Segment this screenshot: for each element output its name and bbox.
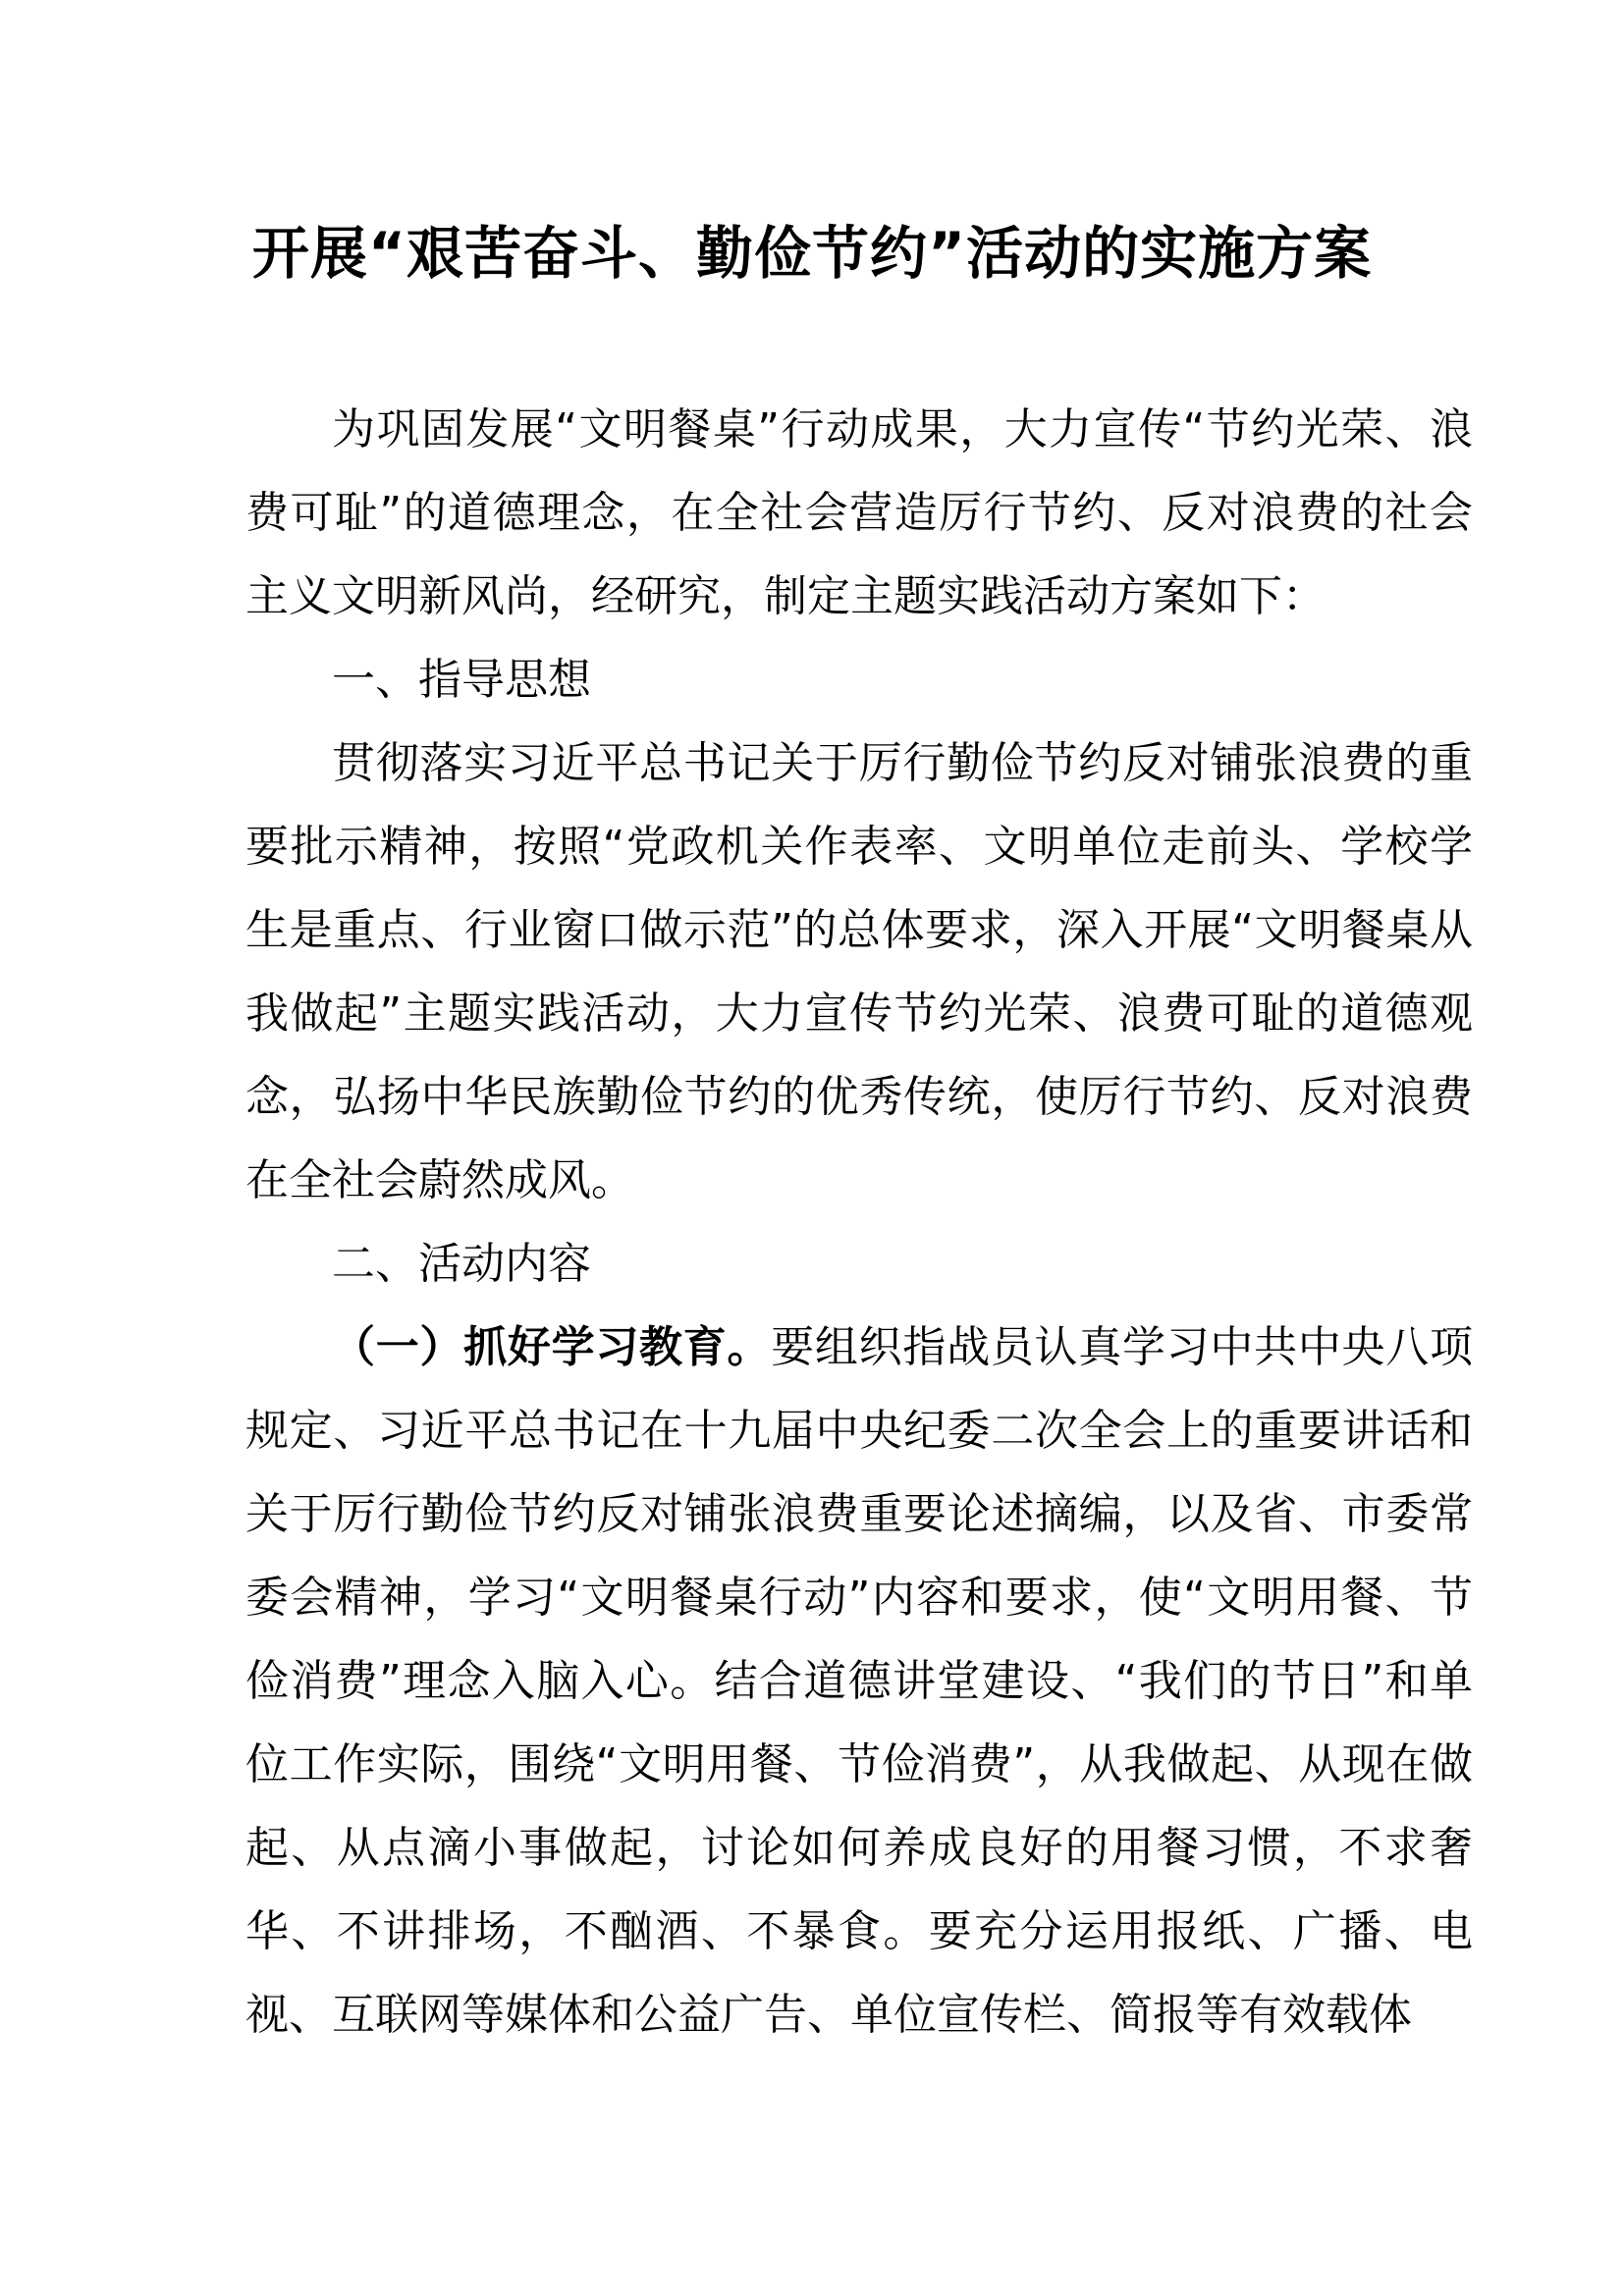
document-title: 开展“艰苦奋斗、勤俭节约”活动的实施方案 — [251, 220, 1373, 287]
section-heading-activity-content: 二、活动内容 — [332, 1239, 591, 1289]
item-1-paragraph — [245, 1306, 1473, 2056]
intro-paragraph: 为巩固发展“文明餐桌”行动成果，大力宣传“节约光荣、浪费可耻”的道德理念，在全社会营造厉行节约、反对浪费的社会主义文明新风尚，经研究，制定主题实践活动方案如下： — [245, 404, 1473, 621]
document-body — [245, 388, 1473, 2056]
section-heading-guiding-thought: 一、指导思想 — [332, 655, 591, 705]
guiding-thought-paragraph: 贯彻落实习近平总书记关于厉行勤俭节约反对铺张浪费的重要批示精神，按照“党政机关作表率、文明单位走前头、学校学生是重点、行业窗口做示范”的总体要求，深入开展“文明餐桌从我做起”主题实践活动，大力宣传节约光荣、浪费可耻的道德观念，弘扬中华民族勤俭节约的优秀传统，使厉行节约、反对浪费在全社会蔚然成风。 — [245, 738, 1473, 1205]
item-1-body: 要组织指战员认真学习中共中央八项规定、习近平总书记在十九届中央纪委二次全会上的重要讲话和关于厉行勤俭节约反对铺张浪费重要论述摘编，以及省、市委常委会精神，学习“文明餐桌行动”内容和要求，使“文明用餐、节俭消费”理念入脑入心。结合道德讲堂建设、“我们的节日”和单位工作实际，围绕“文明用餐、节俭消费”，从我做起、从现在做起、从点滴小事做起，讨论如何养成良好的用餐习惯，不求奢华、不讲排场，不酗酒、不暴食。要充分运用报纸、广播、电视、互联网等媒体和公益广告、单位宣传栏、简报等有效载体 — [245, 1322, 1474, 2040]
item-1-lead: （一）抓好学习教育。 — [332, 1322, 772, 1372]
